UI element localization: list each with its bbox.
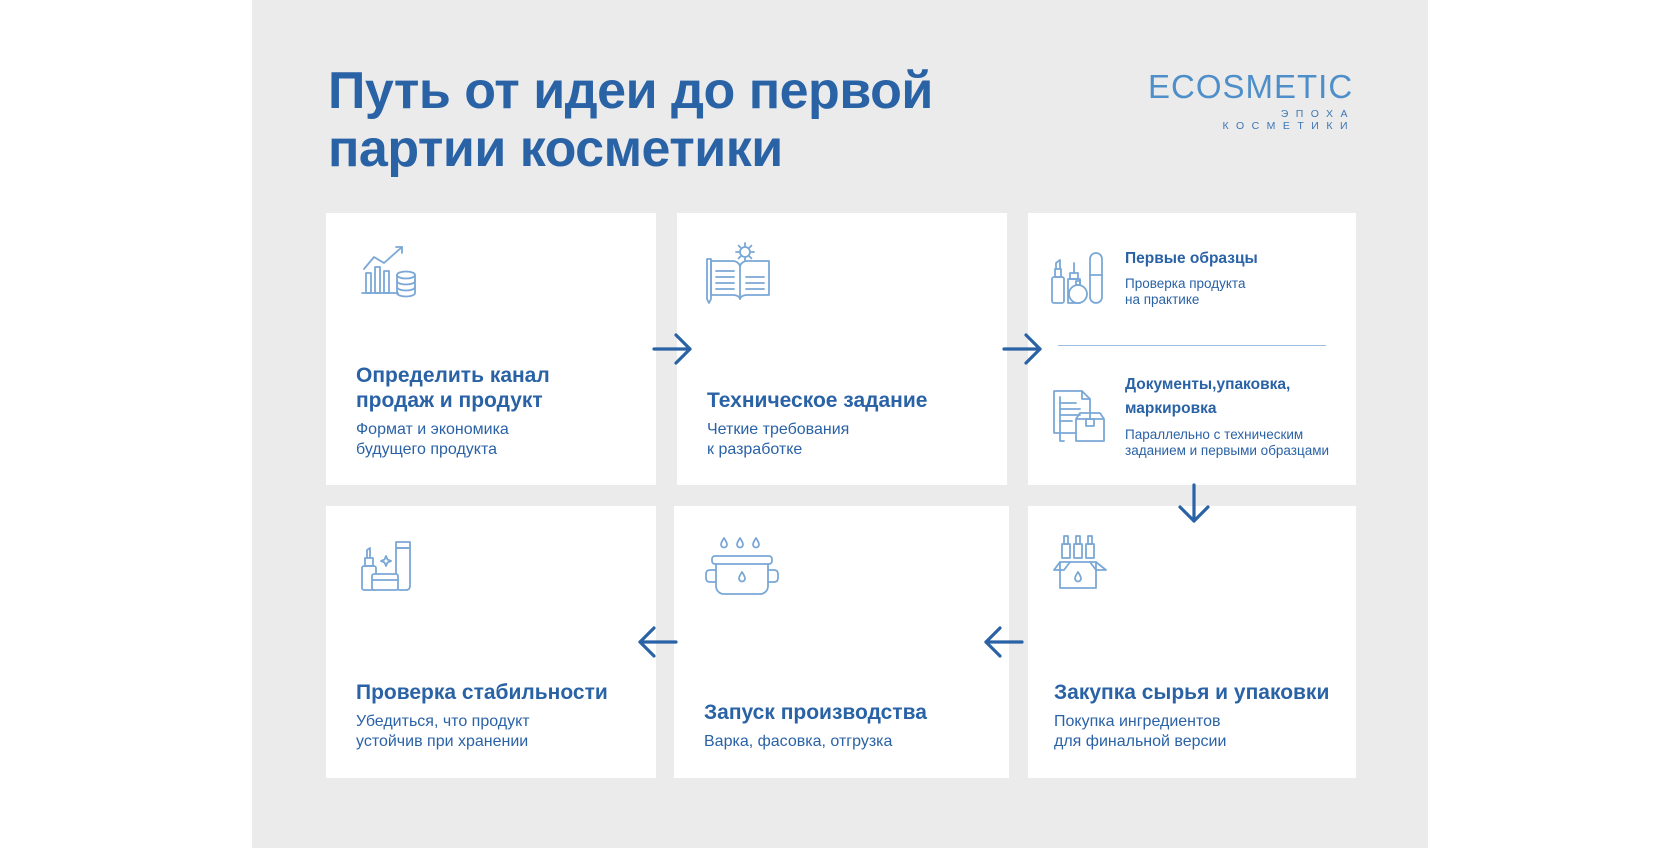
box-bottles-icon	[1052, 532, 1112, 592]
step-title-line: Определить канал	[356, 364, 550, 387]
arrow-left-icon	[636, 624, 680, 660]
step-description-line: Варка, фасовка, отгрузка	[704, 733, 893, 750]
step-title-line: Проверка стабильности	[356, 681, 608, 704]
substep-title-line: Документы,упаковка,	[1125, 376, 1291, 393]
step-description	[707, 420, 849, 460]
substep-description-line: на практике	[1125, 292, 1200, 307]
step-card-production	[674, 506, 1009, 778]
step-description	[704, 732, 892, 752]
step-description	[356, 712, 530, 752]
step-description-line: Формат и экономика	[356, 421, 509, 438]
substep-description-line: Проверка продукта	[1125, 276, 1246, 291]
step-card-samples-and-documents	[1028, 213, 1356, 485]
step-description-line: будущего продукта	[356, 441, 497, 458]
step-description-line: устойчив при хранении	[356, 733, 529, 750]
cooking-pot-icon	[704, 536, 780, 600]
step-title	[707, 388, 927, 413]
step-card-sales-channel	[326, 213, 656, 485]
step-title	[356, 363, 550, 413]
substep-title-line: Первые образцы	[1125, 250, 1258, 267]
brand-logo	[1148, 68, 1355, 132]
step-description	[356, 420, 509, 460]
substep-title-line: маркировка	[1125, 400, 1217, 417]
step-card-technical-spec	[677, 213, 1007, 485]
step-description-line: для финальной версии	[1054, 733, 1227, 750]
substep-divider	[1058, 345, 1326, 346]
step-description	[1054, 712, 1226, 752]
step-title	[356, 680, 608, 705]
step-title-line: продаж и продукт	[356, 389, 543, 412]
step-title-line: Запуск производства	[704, 701, 927, 724]
step-description-line: Убедиться, что продукт	[356, 713, 530, 730]
logo-tagline: ЭПОХА КОСМЕТИКИ	[1222, 108, 1355, 132]
arrow-left-icon	[982, 624, 1026, 660]
step-title	[704, 700, 927, 725]
step-description-line: Покупка ингредиентов	[1054, 713, 1221, 730]
substep-description-line: заданием и первыми образцами	[1125, 443, 1330, 458]
logo-wordmark: ECOSMETIC	[1148, 68, 1354, 105]
step-card-stability	[326, 506, 656, 778]
documents-box-icon	[1050, 389, 1110, 449]
arrow-right-icon	[650, 331, 694, 367]
substep-description	[1125, 427, 1329, 459]
cosmetic-samples-icon	[1048, 249, 1108, 309]
step-title-line: Закупка сырья и упаковки	[1054, 681, 1330, 704]
page-title-line-2: партии косметики	[328, 120, 783, 178]
step-title-line: Техническое задание	[707, 389, 928, 412]
substep-description-line: Параллельно с техническим	[1125, 427, 1304, 442]
chart-coins-icon	[358, 243, 422, 307]
page-title-line-1: Путь от идеи до первой	[328, 62, 933, 120]
page-title	[328, 62, 933, 178]
step-title	[1054, 680, 1329, 705]
substep-title	[1125, 373, 1290, 421]
open-book-gear-icon	[705, 241, 775, 305]
substep-title	[1125, 247, 1258, 271]
cosmetic-products-icon	[358, 538, 418, 598]
substep-description	[1125, 276, 1245, 308]
step-card-purchase	[1028, 506, 1356, 778]
arrow-right-icon	[1000, 331, 1044, 367]
arrow-down-icon	[1176, 481, 1212, 525]
step-description-line: Четкие требования	[707, 421, 850, 438]
step-description-line: к разработке	[707, 441, 803, 458]
